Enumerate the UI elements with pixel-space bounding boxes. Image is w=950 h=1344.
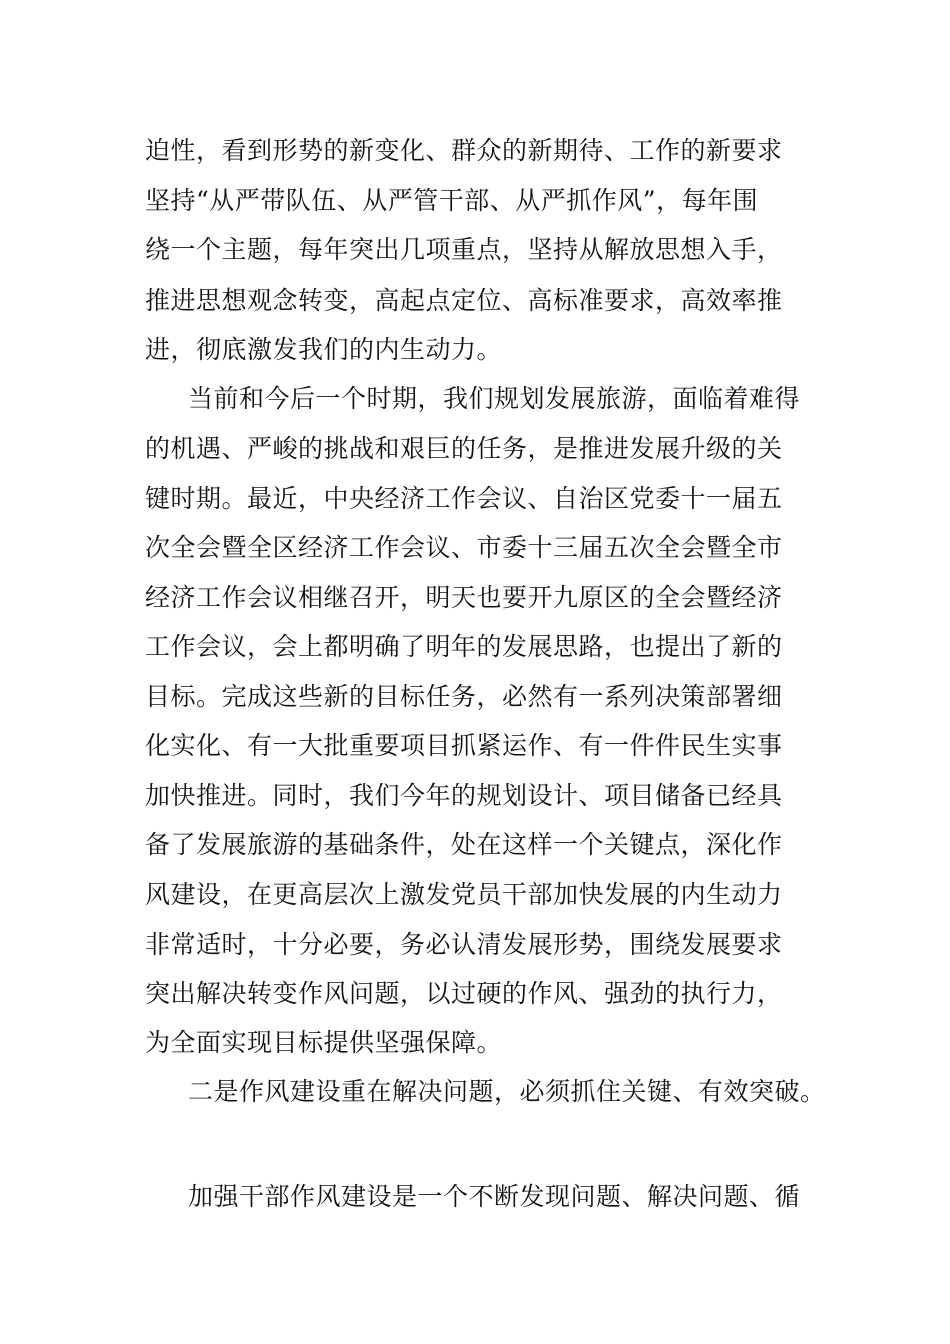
paragraph-start-line: 当前和今后一个时期，我们规划发展旅游，面临着难得 <box>188 384 801 413</box>
text-line: 加快推进。同时，我们今年的规划设计、项目储备已经具 <box>145 781 783 810</box>
paragraph-start-line: 加强干部作风建设是一个不断发现问题、解决问题、循 <box>188 1182 801 1211</box>
text-line: 工作会议，会上都明确了明年的发展思路，也提出了新的 <box>145 632 783 661</box>
text-line: 进，彻底激发我们的内生动力。 <box>145 335 503 364</box>
text-line: 备了发展旅游的基础条件，处在这样一个关键点，深化作 <box>145 830 783 859</box>
text-line: 的机遇、严峻的挑战和艰巨的任务，是推进发展升级的关 <box>145 434 783 463</box>
text-line: 次全会暨全区经济工作会议、市委十三届五次全会暨全市 <box>145 533 783 562</box>
text-line: 绕一个主题，每年突出几项重点，坚持从解放思想入手， <box>145 235 783 264</box>
text-line: 目标。完成这些新的目标任务，必然有一系列决策部署细 <box>145 682 783 711</box>
text-line: 风建设，在更高层次上激发党员干部加快发展的内生动力 <box>145 880 783 909</box>
text-line: 推进思想观念转变，高起点定位、高标准要求，高效率推 <box>145 286 783 315</box>
text-line: 化实化、有一大批重要项目抓紧运作、有一件件民生实事 <box>145 731 783 760</box>
text-line: 迫性，看到形势的新变化、群众的新期待、工作的新要求 <box>145 136 783 165</box>
text-line: 键时期。最近，中央经济工作会议、自治区党委十一届五 <box>145 484 783 513</box>
text-line: 为全面实现目标提供坚强保障。 <box>145 1028 503 1057</box>
text-line: 突出解决转变作风问题，以过硬的作风、强劲的执行力， <box>145 979 783 1008</box>
text-line: 坚持“从严带队伍、从严管干部、从严抓作风”，每年围 <box>145 186 759 215</box>
text-line: 非常适时，十分必要，务必认清发展形势，围绕发展要求 <box>145 930 783 959</box>
text-line: 经济工作会议相继召开，明天也要开九原区的全会暨经济 <box>145 583 783 612</box>
section-heading-line: 二是作风建设重在解决问题，必须抓住关键、有效突破。 <box>188 1077 826 1106</box>
